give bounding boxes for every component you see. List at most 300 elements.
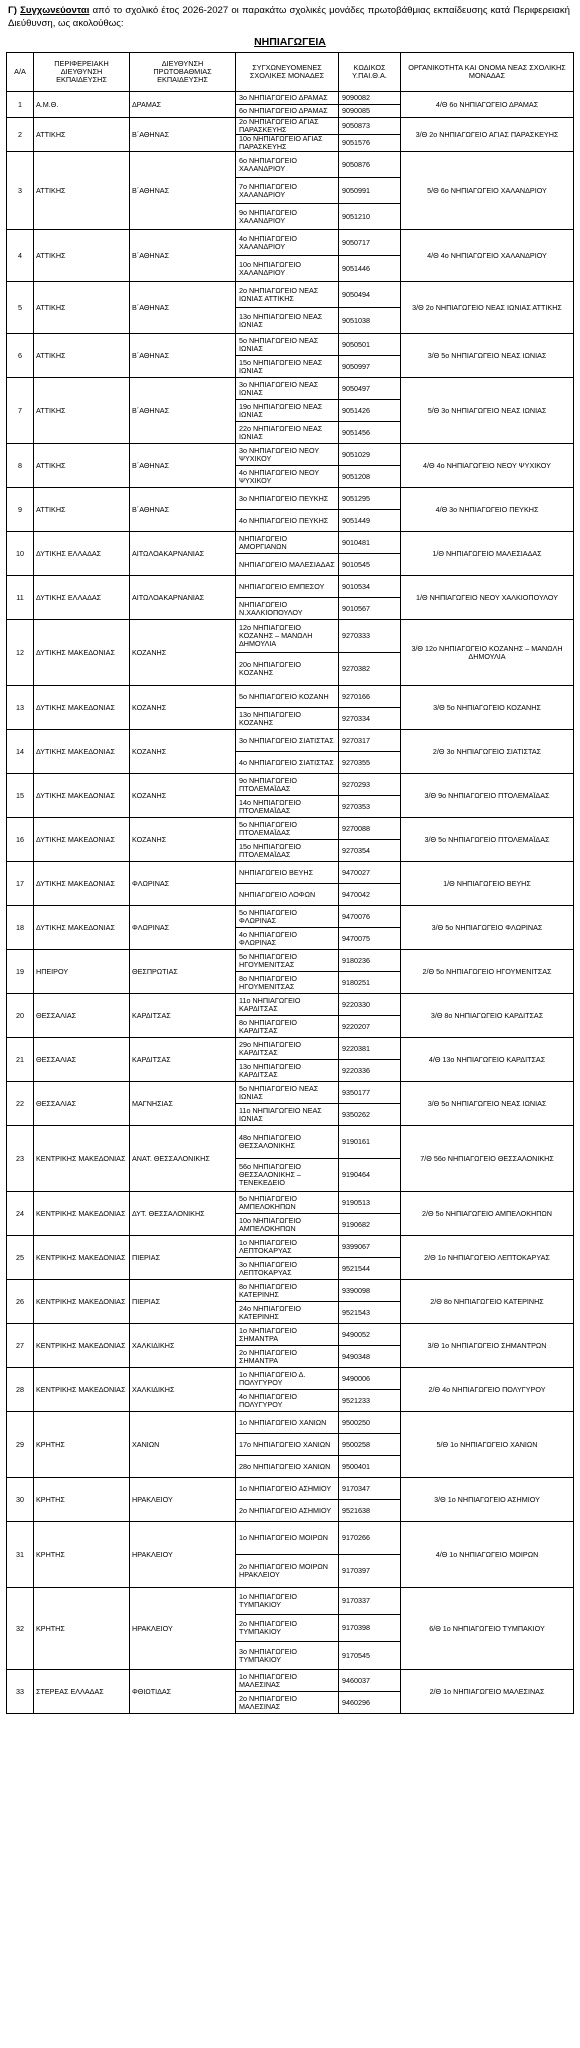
school-code: 9051029	[339, 444, 401, 466]
school-code: 9050997	[339, 356, 401, 378]
table-row	[7, 1126, 574, 1159]
row-number: 15	[7, 774, 34, 818]
merged-school-name: 5ο ΝΗΠΙΑΓΩΓΕΙΟ ΝΕΑΣ ΙΩΝΙΑΣ	[236, 1082, 339, 1104]
school-code: 9051295	[339, 488, 401, 510]
merged-school-name: ΝΗΠΙΑΓΩΓΕΙΟ ΜΑΛΕΣΙΑΔΑΣ	[236, 554, 339, 576]
merged-school-name: 2ο ΝΗΠΙΑΓΩΓΕΙΟ ΜΟΙΡΩΝ ΗΡΑΚΛΕΙΟΥ	[236, 1555, 339, 1588]
region-cell: ΘΕΣΣΑΛΙΑΣ	[34, 1038, 130, 1082]
directorate-cell: Β΄ΑΘΗΝΑΣ	[130, 444, 236, 488]
region-cell: ΔΥΤΙΚΗΣ ΜΑΚΕΔΟΝΙΑΣ	[34, 686, 130, 730]
merged-school-name: 3ο ΝΗΠΙΑΓΩΓΕΙΟ ΝΕΟΥ ΨΥΧΙΚΟΥ	[236, 444, 339, 466]
merged-school-name: ΝΗΠΙΑΓΩΓΕΙΟ ΛΟΦΩΝ	[236, 884, 339, 906]
directorate-cell: ΧΑΛΚΙΔΙΚΗΣ	[130, 1324, 236, 1368]
row-number: 23	[7, 1126, 34, 1192]
new-school-cell: 5/Θ 1ο ΝΗΠΙΑΓΩΓΕΙΟ ΧΑΝΙΩΝ	[401, 1412, 574, 1478]
row-number: 26	[7, 1280, 34, 1324]
school-code: 9170398	[339, 1615, 401, 1642]
table-row	[7, 576, 574, 598]
merged-school-name: 6ο ΝΗΠΙΑΓΩΓΕΙΟ ΧΑΛΑΝΔΡΙΟΥ	[236, 152, 339, 178]
row-number: 8	[7, 444, 34, 488]
row-number: 1	[7, 92, 34, 118]
merged-school-name: 5ο ΝΗΠΙΑΓΩΓΕΙΟ ΗΓΟΥΜΕΝΙΤΣΑΣ	[236, 950, 339, 972]
region-cell: ΚΕΝΤΡΙΚΗΣ ΜΑΚΕΔΟΝΙΑΣ	[34, 1368, 130, 1412]
merged-school-name: 4ο ΝΗΠΙΑΓΩΓΕΙΟ ΠΟΛΥΓΥΡΟΥ	[236, 1390, 339, 1412]
row-number: 18	[7, 906, 34, 950]
region-cell: ΑΤΤΙΚΗΣ	[34, 444, 130, 488]
merged-school-name: 24ο ΝΗΠΙΑΓΩΓΕΙΟ ΚΑΤΕΡΙΝΗΣ	[236, 1302, 339, 1324]
school-code: 9180236	[339, 950, 401, 972]
region-cell: ΔΥΤΙΚΗΣ ΜΑΚΕΔΟΝΙΑΣ	[34, 774, 130, 818]
merged-school-name: 10ο ΝΗΠΙΑΓΩΓΕΙΟ ΧΑΛΑΝΔΡΙΟΥ	[236, 256, 339, 282]
table-row	[7, 378, 574, 400]
school-code: 9270166	[339, 686, 401, 708]
new-school-cell: 2/Θ 8ο ΝΗΠΙΑΓΩΓΕΙΟ ΚΑΤΕΡΙΝΗΣ	[401, 1280, 574, 1324]
directorate-cell: ΚΟΖΑΝΗΣ	[130, 818, 236, 862]
new-school-cell: 3/Θ 5ο ΝΗΠΙΑΓΩΓΕΙΟ ΚΟΖΑΝΗΣ	[401, 686, 574, 730]
region-cell: ΔΥΤΙΚΗΣ ΕΛΛΑΔΑΣ	[34, 532, 130, 576]
merged-school-name: 17ο ΝΗΠΙΑΓΩΓΕΙΟ ΧΑΝΙΩΝ	[236, 1434, 339, 1456]
school-code: 9270354	[339, 840, 401, 862]
row-number: 13	[7, 686, 34, 730]
merged-school-name: 10ο ΝΗΠΙΑΓΩΓΕΙΟ ΑΜΠΕΛΟΚΗΠΩΝ	[236, 1214, 339, 1236]
school-code: 9220336	[339, 1060, 401, 1082]
section-title: ΝΗΠΙΑΓΩΓΕΙΑ	[254, 36, 326, 48]
new-school-cell: 1/Θ ΝΗΠΙΑΓΩΓΕΙΟ ΜΑΛΕΣΙΑΔΑΣ	[401, 532, 574, 576]
merged-school-name: 3ο ΝΗΠΙΑΓΩΓΕΙΟ ΔΡΑΜΑΣ	[236, 92, 339, 105]
school-code: 9050501	[339, 334, 401, 356]
table-row	[7, 950, 574, 972]
region-cell: ΑΤΤΙΚΗΣ	[34, 230, 130, 282]
directorate-cell: ΗΡΑΚΛΕΙΟΥ	[130, 1478, 236, 1522]
merged-school-name: 4ο ΝΗΠΙΑΓΩΓΕΙΟ ΣΙΑΤΙΣΤΑΣ	[236, 752, 339, 774]
school-code: 9190161	[339, 1126, 401, 1159]
directorate-cell: ΗΡΑΚΛΕΙΟΥ	[130, 1588, 236, 1670]
row-number: 32	[7, 1588, 34, 1670]
directorate-cell: ΔΡΑΜΑΣ	[130, 92, 236, 118]
merged-school-name: 9ο ΝΗΠΙΑΓΩΓΕΙΟ ΧΑΛΑΝΔΡΙΟΥ	[236, 204, 339, 230]
table-row	[7, 818, 574, 840]
table-row	[7, 1412, 574, 1434]
row-number: 9	[7, 488, 34, 532]
directorate-cell: ΠΙΕΡΙΑΣ	[130, 1236, 236, 1280]
header-directorate: ΔΙΕΥΘΥΝΣΗ ΠΡΩΤΟΒΑΘΜΙΑΣ ΕΚΠΑΙΔΕΥΣΗΣ	[130, 53, 236, 92]
region-cell: ΑΤΤΙΚΗΣ	[34, 282, 130, 334]
school-code: 9051210	[339, 204, 401, 230]
directorate-cell: ΚΟΖΑΝΗΣ	[130, 620, 236, 686]
school-code: 9270088	[339, 818, 401, 840]
school-code: 9010481	[339, 532, 401, 554]
row-number: 28	[7, 1368, 34, 1412]
directorate-cell: ΑΙΤΩΛΟΑΚΑΡΝΑΝΙΑΣ	[130, 532, 236, 576]
school-code: 9470027	[339, 862, 401, 884]
new-school-cell: 2/Θ 1ο ΝΗΠΙΑΓΩΓΕΙΟ ΛΕΠΤΟΚΑΡΥΑΣ	[401, 1236, 574, 1280]
merged-school-name: 3ο ΝΗΠΙΑΓΩΓΕΙΟ ΠΕΥΚΗΣ	[236, 488, 339, 510]
table-row	[7, 730, 574, 752]
directorate-cell: Β΄ΑΘΗΝΑΣ	[130, 334, 236, 378]
merged-school-name: 3ο ΝΗΠΙΑΓΩΓΕΙΟ ΛΕΠΤΟΚΑΡΥΑΣ	[236, 1258, 339, 1280]
region-cell: ΔΥΤΙΚΗΣ ΜΑΚΕΔΟΝΙΑΣ	[34, 818, 130, 862]
school-code: 9521543	[339, 1302, 401, 1324]
new-school-cell: 3/Θ 5ο ΝΗΠΙΑΓΩΓΕΙΟ ΝΕΑΣ ΙΩΝΙΑΣ	[401, 334, 574, 378]
school-code: 9460037	[339, 1670, 401, 1692]
new-school-cell: 4/Θ 4ο ΝΗΠΙΑΓΩΓΕΙΟ ΧΑΛΑΝΔΡΙΟΥ	[401, 230, 574, 282]
region-cell: ΔΥΤΙΚΗΣ ΜΑΚΕΔΟΝΙΑΣ	[34, 730, 130, 774]
merged-school-name: 1ο ΝΗΠΙΑΓΩΓΕΙΟ ΑΣΗΜΙΟΥ	[236, 1478, 339, 1500]
directorate-cell: ΑΝΑΤ. ΘΕΣΣΑΛΟΝΙΚΗΣ	[130, 1126, 236, 1192]
school-code: 9050497	[339, 378, 401, 400]
school-code: 9350262	[339, 1104, 401, 1126]
merged-school-name: 1ο ΝΗΠΙΑΓΩΓΕΙΟ ΜΑΛΕΣΙΝΑΣ	[236, 1670, 339, 1692]
table-row	[7, 1236, 574, 1258]
header-aa: Α/Α	[7, 53, 34, 92]
section-letter: Γ)	[8, 5, 17, 16]
intro-text: από το σχολικό έτος 2026-2027 οι παρακάτω σχολικές μονάδες πρωτοβάθμιας εκπαίδευσης κατά Περιφερειακή Διεύθυνση, ως ακολούθως:	[8, 5, 570, 29]
school-code: 9170397	[339, 1555, 401, 1588]
header-new-school: ΟΡΓΑΝΙΚΟΤΗΤΑ ΚΑΙ ΟΝΟΜΑ ΝΕΑΣ ΣΧΟΛΙΚΗΣ ΜΟΝΑΔΑΣ	[401, 53, 574, 92]
new-school-cell: 3/Θ 2ο ΝΗΠΙΑΓΩΓΕΙΟ ΝΕΑΣ ΙΩΝΙΑΣ ΑΤΤΙΚΗΣ	[401, 282, 574, 334]
region-cell: ΣΤΕΡΕΑΣ ΕΛΛΑΔΑΣ	[34, 1670, 130, 1714]
table-row	[7, 1038, 574, 1060]
merged-school-name: ΝΗΠΙΑΓΩΓΕΙΟ ΒΕΥΗΣ	[236, 862, 339, 884]
school-code: 9051456	[339, 422, 401, 444]
new-school-cell: 4/Θ 4ο ΝΗΠΙΑΓΩΓΕΙΟ ΝΕΟΥ ΨΥΧΙΚΟΥ	[401, 444, 574, 488]
merged-school-name: 5ο ΝΗΠΙΑΓΩΓΕΙΟ ΚΟΖΑΝΗ	[236, 686, 339, 708]
directorate-cell: ΘΕΣΠΡΩΤΙΑΣ	[130, 950, 236, 994]
new-school-cell: 2/Θ 5ο ΝΗΠΙΑΓΩΓΕΙΟ ΗΓΟΥΜΕΝΙΤΣΑΣ	[401, 950, 574, 994]
school-code: 9350177	[339, 1082, 401, 1104]
merged-school-name: 8ο ΝΗΠΙΑΓΩΓΕΙΟ ΚΑΤΕΡΙΝΗΣ	[236, 1280, 339, 1302]
school-code: 9399067	[339, 1236, 401, 1258]
merged-school-name: 1ο ΝΗΠΙΑΓΩΓΕΙΟ ΣΗΜΑΝΤΡΑ	[236, 1324, 339, 1346]
directorate-cell: ΠΙΕΡΙΑΣ	[130, 1280, 236, 1324]
school-code: 9010534	[339, 576, 401, 598]
school-code: 9521638	[339, 1500, 401, 1522]
region-cell: ΚΕΝΤΡΙΚΗΣ ΜΑΚΕΔΟΝΙΑΣ	[34, 1192, 130, 1236]
region-cell: ΚΡΗΤΗΣ	[34, 1522, 130, 1588]
merged-school-name: 5ο ΝΗΠΙΑΓΩΓΕΙΟ ΑΜΠΕΛΟΚΗΠΩΝ	[236, 1192, 339, 1214]
directorate-cell: ΔΥΤ. ΘΕΣΣΑΛΟΝΙΚΗΣ	[130, 1192, 236, 1236]
merged-school-name: 4ο ΝΗΠΙΑΓΩΓΕΙΟ ΧΑΛΑΝΔΡΙΟΥ	[236, 230, 339, 256]
new-school-cell: 5/Θ 6ο ΝΗΠΙΑΓΩΓΕΙΟ ΧΑΛΑΝΔΡΙΟΥ	[401, 152, 574, 230]
merged-school-name: 7ο ΝΗΠΙΑΓΩΓΕΙΟ ΧΑΛΑΝΔΡΙΟΥ	[236, 178, 339, 204]
school-code: 9270317	[339, 730, 401, 752]
table-header-row	[7, 53, 574, 92]
region-cell: ΑΤΤΙΚΗΣ	[34, 488, 130, 532]
directorate-cell: Β΄ΑΘΗΝΑΣ	[130, 282, 236, 334]
directorate-cell: ΚΟΖΑΝΗΣ	[130, 686, 236, 730]
school-code: 9500258	[339, 1434, 401, 1456]
merged-school-name: 8ο ΝΗΠΙΑΓΩΓΕΙΟ ΗΓΟΥΜΕΝΙΤΣΑΣ	[236, 972, 339, 994]
new-school-cell: 2/Θ 3ο ΝΗΠΙΑΓΩΓΕΙΟ ΣΙΑΤΙΣΤΑΣ	[401, 730, 574, 774]
row-number: 27	[7, 1324, 34, 1368]
table-row	[7, 1368, 574, 1390]
merged-school-name: 19ο ΝΗΠΙΑΓΩΓΕΙΟ ΝΕΑΣ ΙΩΝΙΑΣ	[236, 400, 339, 422]
directorate-cell: ΗΡΑΚΛΕΙΟΥ	[130, 1522, 236, 1588]
school-code: 9521544	[339, 1258, 401, 1280]
directorate-cell: ΑΙΤΩΛΟΑΚΑΡΝΑΝΙΑΣ	[130, 576, 236, 620]
new-school-cell: 3/Θ 1ο ΝΗΠΙΑΓΩΓΕΙΟ ΑΣΗΜΙΟΥ	[401, 1478, 574, 1522]
new-school-cell: 2/Θ 5ο ΝΗΠΙΑΓΩΓΕΙΟ ΑΜΠΕΛΟΚΗΠΩΝ	[401, 1192, 574, 1236]
directorate-cell: ΚΟΖΑΝΗΣ	[130, 730, 236, 774]
table-row	[7, 1670, 574, 1692]
school-code: 9490006	[339, 1368, 401, 1390]
row-number: 10	[7, 532, 34, 576]
table-row	[7, 862, 574, 884]
table-row	[7, 1324, 574, 1346]
school-code: 9050876	[339, 152, 401, 178]
merged-school-name: 1ο ΝΗΠΙΑΓΩΓΕΙΟ ΜΟΙΡΩΝ	[236, 1522, 339, 1555]
directorate-cell: ΚΑΡΔΙΤΣΑΣ	[130, 994, 236, 1038]
row-number: 17	[7, 862, 34, 906]
school-code: 9270334	[339, 708, 401, 730]
merged-school-name: 12ο ΝΗΠΙΑΓΩΓΕΙΟ ΚΟΖΑΝΗΣ – ΜΑΝΩΛΗ ΔΗΜΟΥΛΙΑ	[236, 620, 339, 653]
header-code: ΚΩΔΙΚΟΣ Υ.ΠΑΙ.Θ.Α.	[339, 53, 401, 92]
school-code: 9220330	[339, 994, 401, 1016]
directorate-cell: ΜΑΓΝΗΣΙΑΣ	[130, 1082, 236, 1126]
school-code: 9050991	[339, 178, 401, 204]
merged-school-name: ΝΗΠΙΑΓΩΓΕΙΟ ΑΜΟΡΓΙΑΝΩΝ	[236, 532, 339, 554]
new-school-cell: 3/Θ 5ο ΝΗΠΙΑΓΩΓΕΙΟ ΝΕΑΣ ΙΩΝΙΑΣ	[401, 1082, 574, 1126]
region-cell: ΘΕΣΣΑΛΙΑΣ	[34, 1082, 130, 1126]
merged-school-name: 2ο ΝΗΠΙΑΓΩΓΕΙΟ ΑΓΙΑΣ ΠΑΡΑΣΚΕΥΗΣ	[236, 118, 339, 135]
table-row	[7, 620, 574, 653]
directorate-cell: Β΄ΑΘΗΝΑΣ	[130, 488, 236, 532]
school-code: 9500250	[339, 1412, 401, 1434]
table-row	[7, 774, 574, 796]
new-school-cell: 4/Θ 3ο ΝΗΠΙΑΓΩΓΕΙΟ ΠΕΥΚΗΣ	[401, 488, 574, 532]
region-cell: ΚΡΗΤΗΣ	[34, 1412, 130, 1478]
school-code: 9050494	[339, 282, 401, 308]
row-number: 14	[7, 730, 34, 774]
school-code: 9220207	[339, 1016, 401, 1038]
school-code: 9500401	[339, 1456, 401, 1478]
table-row	[7, 92, 574, 105]
region-cell: ΚΕΝΤΡΙΚΗΣ ΜΑΚΕΔΟΝΙΑΣ	[34, 1324, 130, 1368]
school-code: 9170347	[339, 1478, 401, 1500]
merged-school-name: 29ο ΝΗΠΙΑΓΩΓΕΙΟ ΚΑΡΔΙΤΣΑΣ	[236, 1038, 339, 1060]
merged-school-name: 1ο ΝΗΠΙΑΓΩΓΕΙΟ ΧΑΝΙΩΝ	[236, 1412, 339, 1434]
merged-school-name: 9ο ΝΗΠΙΑΓΩΓΕΙΟ ΠΤΟΛΕΜΑΪΔΑΣ	[236, 774, 339, 796]
new-school-cell: 3/Θ 2ο ΝΗΠΙΑΓΩΓΕΙΟ ΑΓΙΑΣ ΠΑΡΑΣΚΕΥΗΣ	[401, 118, 574, 152]
region-cell: ΔΥΤΙΚΗΣ ΜΑΚΕΔΟΝΙΑΣ	[34, 620, 130, 686]
region-cell: ΗΠΕΙΡΟΥ	[34, 950, 130, 994]
school-code: 9170545	[339, 1642, 401, 1670]
new-school-cell: 3/Θ 1ο ΝΗΠΙΑΓΩΓΕΙΟ ΣΗΜΑΝΤΡΩΝ	[401, 1324, 574, 1368]
region-cell: ΑΤΤΙΚΗΣ	[34, 334, 130, 378]
merged-school-name: 14ο ΝΗΠΙΑΓΩΓΕΙΟ ΠΤΟΛΕΜΑΪΔΑΣ	[236, 796, 339, 818]
school-code: 9220381	[339, 1038, 401, 1060]
region-cell: ΘΕΣΣΑΛΙΑΣ	[34, 994, 130, 1038]
header-merged-schools: ΣΥΓΧΩΝΕΥΟΜΕΝΕΣ ΣΧΟΛΙΚΕΣ ΜΟΝΑΔΕΣ	[236, 53, 339, 92]
directorate-cell: ΦΛΩΡΙΝΑΣ	[130, 906, 236, 950]
merger-table	[6, 52, 574, 1714]
row-number: 11	[7, 576, 34, 620]
new-school-cell: 5/Θ 3ο ΝΗΠΙΑΓΩΓΕΙΟ ΝΕΑΣ ΙΩΝΙΑΣ	[401, 378, 574, 444]
row-number: 19	[7, 950, 34, 994]
row-number: 30	[7, 1478, 34, 1522]
table-body	[7, 92, 574, 1714]
directorate-cell: ΚΑΡΔΙΤΣΑΣ	[130, 1038, 236, 1082]
region-cell: ΑΤΤΙΚΗΣ	[34, 152, 130, 230]
new-school-cell: 1/Θ ΝΗΠΙΑΓΩΓΕΙΟ ΝΕΟΥ ΧΑΛΚΙΟΠΟΥΛΟΥ	[401, 576, 574, 620]
row-number: 29	[7, 1412, 34, 1478]
school-code: 9090082	[339, 92, 401, 105]
school-code: 9170337	[339, 1588, 401, 1615]
merged-school-name: 2ο ΝΗΠΙΑΓΩΓΕΙΟ ΜΑΛΕΣΙΝΑΣ	[236, 1692, 339, 1714]
new-school-cell: 2/Θ 1ο ΝΗΠΙΑΓΩΓΕΙΟ ΜΑΛΕΣΙΝΑΣ	[401, 1670, 574, 1714]
table-row	[7, 230, 574, 256]
merged-school-name: 13ο ΝΗΠΙΑΓΩΓΕΙΟ ΚΟΖΑΝΗΣ	[236, 708, 339, 730]
row-number: 6	[7, 334, 34, 378]
table-row	[7, 334, 574, 356]
region-cell: ΚΡΗΤΗΣ	[34, 1588, 130, 1670]
merged-school-name: 3ο ΝΗΠΙΑΓΩΓΕΙΟ ΤΥΜΠΑΚΙΟΥ	[236, 1642, 339, 1670]
table-row	[7, 1082, 574, 1104]
school-code: 9051426	[339, 400, 401, 422]
school-code: 9460296	[339, 1692, 401, 1714]
row-number: 25	[7, 1236, 34, 1280]
directorate-cell: ΚΟΖΑΝΗΣ	[130, 774, 236, 818]
region-cell: Α.Μ.Θ.	[34, 92, 130, 118]
directorate-cell: Β΄ΑΘΗΝΑΣ	[130, 378, 236, 444]
school-code: 9521233	[339, 1390, 401, 1412]
directorate-cell: ΧΑΛΚΙΔΙΚΗΣ	[130, 1368, 236, 1412]
school-code: 9010567	[339, 598, 401, 620]
table-row	[7, 994, 574, 1016]
directorate-cell: Β΄ΑΘΗΝΑΣ	[130, 230, 236, 282]
school-code: 9470075	[339, 928, 401, 950]
merged-school-name: 5ο ΝΗΠΙΑΓΩΓΕΙΟ ΠΤΟΛΕΜΑΪΔΑΣ	[236, 818, 339, 840]
merged-school-name: 2ο ΝΗΠΙΑΓΩΓΕΙΟ ΝΕΑΣ ΙΩΝΙΑΣ ΑΤΤΙΚΗΣ	[236, 282, 339, 308]
school-code: 9051576	[339, 135, 401, 152]
region-cell: ΔΥΤΙΚΗΣ ΕΛΛΑΔΑΣ	[34, 576, 130, 620]
school-code: 9470076	[339, 906, 401, 928]
table-row	[7, 152, 574, 178]
row-number: 2	[7, 118, 34, 152]
merged-school-name: ΝΗΠΙΑΓΩΓΕΙΟ ΕΜΠΕΣΟΥ	[236, 576, 339, 598]
merged-school-name: 3ο ΝΗΠΙΑΓΩΓΕΙΟ ΣΙΑΤΙΣΤΑΣ	[236, 730, 339, 752]
school-code: 9090085	[339, 105, 401, 118]
row-number: 20	[7, 994, 34, 1038]
row-number: 7	[7, 378, 34, 444]
row-number: 21	[7, 1038, 34, 1082]
table-row	[7, 686, 574, 708]
intro-paragraph	[8, 4, 570, 30]
merged-school-name: 2ο ΝΗΠΙΑΓΩΓΕΙΟ ΤΥΜΠΑΚΙΟΥ	[236, 1615, 339, 1642]
merged-school-name: 1ο ΝΗΠΙΑΓΩΓΕΙΟ ΛΕΠΤΟΚΑΡΥΑΣ	[236, 1236, 339, 1258]
new-school-cell: 3/Θ 5ο ΝΗΠΙΑΓΩΓΕΙΟ ΦΛΩΡΙΝΑΣ	[401, 906, 574, 950]
header-region: ΠΕΡΙΦΕΡΕΙΑΚΗ ΔΙΕΥΘΥΝΣΗ ΕΚΠΑΙΔΕΥΣΗΣ	[34, 53, 130, 92]
merged-school-name: 1ο ΝΗΠΙΑΓΩΓΕΙΟ ΤΥΜΠΑΚΙΟΥ	[236, 1588, 339, 1615]
merged-school-name: 4ο ΝΗΠΙΑΓΩΓΕΙΟ ΠΕΥΚΗΣ	[236, 510, 339, 532]
new-school-cell: 1/Θ ΝΗΠΙΑΓΩΓΕΙΟ ΒΕΥΗΣ	[401, 862, 574, 906]
row-number: 16	[7, 818, 34, 862]
directorate-cell: Β΄ΑΘΗΝΑΣ	[130, 152, 236, 230]
table-row	[7, 282, 574, 308]
new-school-cell: 3/Θ 8ο ΝΗΠΙΑΓΩΓΕΙΟ ΚΑΡΔΙΤΣΑΣ	[401, 994, 574, 1038]
row-number: 31	[7, 1522, 34, 1588]
merged-school-name: 2ο ΝΗΠΙΑΓΩΓΕΙΟ ΣΗΜΑΝΤΡΑ	[236, 1346, 339, 1368]
merged-school-name: 48ο ΝΗΠΙΑΓΩΓΕΙΟ ΘΕΣΣΑΛΟΝΙΚΗΣ	[236, 1126, 339, 1159]
table-row	[7, 1280, 574, 1302]
school-code: 9051449	[339, 510, 401, 532]
school-code: 9270355	[339, 752, 401, 774]
merged-school-name: 5ο ΝΗΠΙΑΓΩΓΕΙΟ ΝΕΑΣ ΙΩΝΙΑΣ	[236, 334, 339, 356]
merged-school-name: 15ο ΝΗΠΙΑΓΩΓΕΙΟ ΠΤΟΛΕΜΑΪΔΑΣ	[236, 840, 339, 862]
school-code: 9051038	[339, 308, 401, 334]
merged-school-name: 2ο ΝΗΠΙΑΓΩΓΕΙΟ ΑΣΗΜΙΟΥ	[236, 1500, 339, 1522]
merged-school-name: 15ο ΝΗΠΙΑΓΩΓΕΙΟ ΝΕΑΣ ΙΩΝΙΑΣ	[236, 356, 339, 378]
table-row	[7, 1192, 574, 1214]
school-code: 9170266	[339, 1522, 401, 1555]
directorate-cell: ΧΑΝΙΩΝ	[130, 1412, 236, 1478]
row-number: 12	[7, 620, 34, 686]
school-code: 9190464	[339, 1159, 401, 1192]
region-cell: ΚΡΗΤΗΣ	[34, 1478, 130, 1522]
row-number: 22	[7, 1082, 34, 1126]
new-school-cell: 6/Θ 1ο ΝΗΠΙΑΓΩΓΕΙΟ ΤΥΜΠΑΚΙΟΥ	[401, 1588, 574, 1670]
region-cell: ΔΥΤΙΚΗΣ ΜΑΚΕΔΟΝΙΑΣ	[34, 862, 130, 906]
table-row	[7, 906, 574, 928]
merged-school-name: 6ο ΝΗΠΙΑΓΩΓΕΙΟ ΔΡΑΜΑΣ	[236, 105, 339, 118]
school-code: 9390098	[339, 1280, 401, 1302]
merged-school-name: 5ο ΝΗΠΙΑΓΩΓΕΙΟ ΦΛΩΡΙΝΑΣ	[236, 906, 339, 928]
merged-school-name: 1ο ΝΗΠΙΑΓΩΓΕΙΟ Δ. ΠΟΛΥΓΥΡΟΥ	[236, 1368, 339, 1390]
row-number: 4	[7, 230, 34, 282]
row-number: 24	[7, 1192, 34, 1236]
region-cell: ΚΕΝΤΡΙΚΗΣ ΜΑΚΕΔΟΝΙΑΣ	[34, 1126, 130, 1192]
school-code: 9270333	[339, 620, 401, 653]
row-number: 5	[7, 282, 34, 334]
region-cell: ΚΕΝΤΡΙΚΗΣ ΜΑΚΕΔΟΝΙΑΣ	[34, 1236, 130, 1280]
school-code: 9051446	[339, 256, 401, 282]
new-school-cell: 4/Θ 6ο ΝΗΠΙΑΓΩΓΕΙΟ ΔΡΑΜΑΣ	[401, 92, 574, 118]
row-number: 33	[7, 1670, 34, 1714]
merged-school-name: 4ο ΝΗΠΙΑΓΩΓΕΙΟ ΝΕΟΥ ΨΥΧΙΚΟΥ	[236, 466, 339, 488]
new-school-cell: 4/Θ 1ο ΝΗΠΙΑΓΩΓΕΙΟ ΜΟΙΡΩΝ	[401, 1522, 574, 1588]
merged-school-name: 13ο ΝΗΠΙΑΓΩΓΕΙΟ ΝΕΑΣ ΙΩΝΙΑΣ	[236, 308, 339, 334]
region-cell: ΑΤΤΙΚΗΣ	[34, 378, 130, 444]
row-number: 3	[7, 152, 34, 230]
school-code: 9270353	[339, 796, 401, 818]
table-row	[7, 488, 574, 510]
new-school-cell: 4/Θ 13ο ΝΗΠΙΑΓΩΓΕΙΟ ΚΑΡΔΙΤΣΑΣ	[401, 1038, 574, 1082]
merged-school-name: 56ο ΝΗΠΙΑΓΩΓΕΙΟ ΘΕΣΣΑΛΟΝΙΚΗΣ – ΤΕΝΕΚΕΔΕΙΟ	[236, 1159, 339, 1192]
merged-school-name: 10ο ΝΗΠΙΑΓΩΓΕΙΟ ΑΓΙΑΣ ΠΑΡΑΣΚΕΥΗΣ	[236, 135, 339, 152]
school-code: 9490052	[339, 1324, 401, 1346]
school-code: 9190682	[339, 1214, 401, 1236]
new-school-cell: 3/Θ 12ο ΝΗΠΙΑΓΩΓΕΙΟ ΚΟΖΑΝΗΣ – ΜΑΝΩΛΗ ΔΗΜΟΥΛΙΑ	[401, 620, 574, 686]
merged-school-name: 11ο ΝΗΠΙΑΓΩΓΕΙΟ ΝΕΑΣ ΙΩΝΙΑΣ	[236, 1104, 339, 1126]
school-code: 9190513	[339, 1192, 401, 1214]
school-code: 9180251	[339, 972, 401, 994]
region-cell: ΚΕΝΤΡΙΚΗΣ ΜΑΚΕΔΟΝΙΑΣ	[34, 1280, 130, 1324]
table-row	[7, 1522, 574, 1555]
table-row	[7, 1588, 574, 1615]
directorate-cell: ΦΘΙΩΤΙΔΑΣ	[130, 1670, 236, 1714]
table-row	[7, 444, 574, 466]
merged-school-name: 4ο ΝΗΠΙΑΓΩΓΕΙΟ ΦΛΩΡΙΝΑΣ	[236, 928, 339, 950]
table-row	[7, 532, 574, 554]
school-code: 9051208	[339, 466, 401, 488]
school-code: 9050717	[339, 230, 401, 256]
merged-school-name: 22ο ΝΗΠΙΑΓΩΓΕΙΟ ΝΕΑΣ ΙΩΝΙΑΣ	[236, 422, 339, 444]
merged-school-name: 20ο ΝΗΠΙΑΓΩΓΕΙΟ ΚΟΖΑΝΗΣ	[236, 653, 339, 686]
merged-school-name: 11ο ΝΗΠΙΑΓΩΓΕΙΟ ΚΑΡΔΙΤΣΑΣ	[236, 994, 339, 1016]
directorate-cell: Β΄ΑΘΗΝΑΣ	[130, 118, 236, 152]
school-code: 9490348	[339, 1346, 401, 1368]
merged-school-name: 13ο ΝΗΠΙΑΓΩΓΕΙΟ ΚΑΡΔΙΤΣΑΣ	[236, 1060, 339, 1082]
